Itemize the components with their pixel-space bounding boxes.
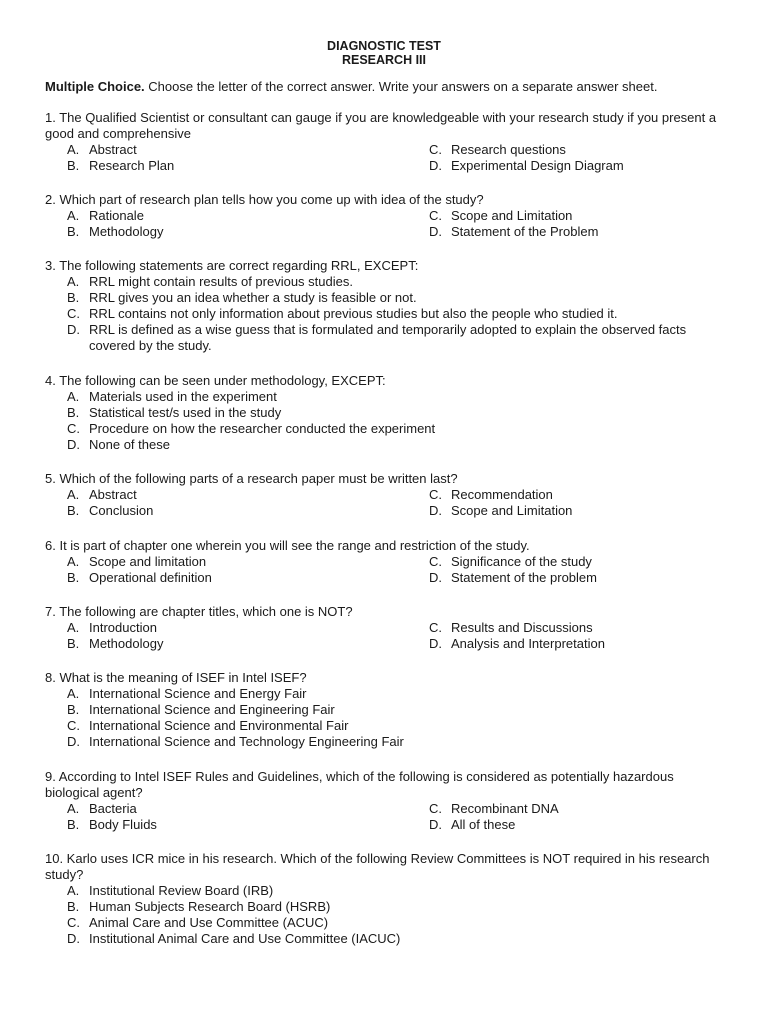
option-letter: D. (429, 570, 442, 585)
option-text: Analysis and Interpretation (451, 636, 605, 651)
option-c (67, 421, 719, 437)
option-c (429, 487, 553, 503)
option-c (67, 306, 719, 322)
instructions-text: Choose the letter of the correct answer. Write your answers on a separate answer sheet. (144, 79, 658, 94)
option-text: Institutional Review Board (IRB) (89, 883, 274, 898)
option-b (67, 570, 212, 586)
option-text: Research Plan (89, 158, 175, 173)
option-a (67, 487, 137, 503)
question-2 (45, 192, 725, 240)
question-text: 8. What is the meaning of ISEF in Intel ISEF? (45, 670, 307, 685)
option-a (67, 389, 719, 405)
question-text: 7. The following are chapter titles, which one is NOT? (45, 604, 353, 619)
question-6 (45, 538, 725, 586)
option-letter: C. (429, 487, 442, 502)
option-text: Bacteria (89, 801, 137, 816)
option-b (67, 636, 163, 652)
option-letter: A. (67, 883, 80, 898)
option-letter: C. (429, 620, 442, 635)
option-letter: A. (67, 389, 80, 404)
option-text: Abstract (89, 142, 137, 157)
option-letter: A. (67, 801, 80, 816)
option-d (429, 224, 598, 240)
question-4 (45, 373, 725, 453)
question-text: 5. Which of the following parts of a research paper must be written last? (45, 471, 458, 486)
option-letter: B. (67, 405, 80, 420)
option-text: Introduction (89, 620, 157, 635)
question-text: 6. It is part of chapter one wherein you will see the range and restriction of the study. (45, 538, 530, 553)
option-c (67, 915, 719, 931)
option-letter: C. (67, 306, 80, 321)
options-grid (45, 620, 725, 652)
option-text: Abstract (89, 487, 137, 502)
option-text: Statement of the Problem (451, 224, 599, 239)
option-a (67, 274, 719, 290)
option-b (67, 405, 719, 421)
option-a (67, 620, 157, 636)
option-letter: D. (429, 224, 442, 239)
option-c (429, 142, 566, 158)
option-letter: D. (67, 322, 80, 337)
option-letter: A. (67, 554, 80, 569)
question-text: 1. The Qualified Scientist or consultant can gauge if you are knowledgeable with your research study if you present a good and comprehensive (45, 110, 717, 141)
options-grid (45, 142, 725, 174)
question-text: 10. Karlo uses ICR mice in his research. Which of the following Review Committees is NOT required in his research study? (45, 851, 710, 882)
option-letter: A. (67, 686, 80, 701)
option-text: International Science and Engineering Fair (89, 702, 335, 717)
option-d (429, 636, 605, 652)
option-text: Methodology (89, 636, 164, 651)
option-d (67, 931, 719, 947)
option-b (67, 817, 157, 833)
option-letter: B. (67, 224, 80, 239)
option-letter: B. (67, 570, 80, 585)
option-text: Procedure on how the researcher conducted the experiment (89, 421, 436, 436)
option-text: RRL contains not only information about previous studies but also the people who studied it. (89, 306, 618, 321)
question-3 (45, 258, 725, 354)
option-text: International Science and Technology Engineering Fair (89, 734, 404, 749)
question-text: 9. According to Intel ISEF Rules and Guidelines, which of the following is considered as potentially hazardous biological agent? (45, 769, 674, 800)
option-letter: D. (67, 437, 80, 452)
option-letter: D. (429, 636, 442, 651)
question-7 (45, 604, 725, 652)
option-b (67, 290, 719, 306)
instructions (45, 79, 735, 95)
option-letter: C. (429, 801, 442, 816)
options-grid (45, 801, 725, 833)
option-a (67, 208, 144, 224)
option-d (429, 570, 597, 586)
option-letter: A. (67, 620, 80, 635)
option-c (67, 718, 719, 734)
option-letter: C. (429, 208, 442, 223)
option-b (67, 702, 719, 718)
option-text: Scope and limitation (89, 554, 207, 569)
page-title: DIAGNOSTIC TEST (327, 39, 441, 53)
question-10 (45, 851, 725, 947)
option-text: Conclusion (89, 503, 154, 518)
option-d (67, 322, 719, 354)
option-text: Scope and Limitation (451, 208, 573, 223)
options-grid (45, 208, 725, 240)
option-a (67, 142, 137, 158)
option-text: International Science and Environmental Fair (89, 718, 349, 733)
option-text: Recommendation (451, 487, 553, 502)
option-d (429, 158, 624, 174)
option-letter: A. (67, 487, 80, 502)
option-b (67, 224, 163, 240)
option-text: Institutional Animal Care and Use Committee (IACUC) (89, 931, 401, 946)
option-letter: D. (429, 158, 442, 173)
option-text: Human Subjects Research Board (HSRB) (89, 899, 331, 914)
option-letter: C. (67, 421, 80, 436)
option-text: Experimental Design Diagram (451, 158, 624, 173)
option-text: Scope and Limitation (451, 503, 573, 518)
question-text: 4. The following can be seen under methodology, EXCEPT: (45, 373, 386, 388)
option-b (67, 899, 719, 915)
question-text: 2. Which part of research plan tells how you come up with idea of the study? (45, 192, 484, 207)
option-d (67, 734, 719, 750)
option-letter: A. (67, 274, 80, 289)
question-9 (45, 769, 725, 833)
option-letter: D. (67, 931, 80, 946)
option-text: International Science and Energy Fair (89, 686, 307, 701)
option-letter: C. (429, 142, 442, 157)
option-text: Animal Care and Use Committee (ACUC) (89, 915, 329, 930)
instructions-label: Multiple Choice. (45, 79, 145, 94)
option-letter: B. (67, 702, 80, 717)
option-c (429, 208, 572, 224)
option-c (429, 801, 559, 817)
question-1 (45, 110, 725, 174)
option-letter: D. (429, 503, 442, 518)
option-text: Operational definition (89, 570, 212, 585)
option-text: Results and Discussions (451, 620, 593, 635)
option-text: Methodology (89, 224, 164, 239)
option-text: Significance of the study (451, 554, 592, 569)
option-letter: B. (67, 158, 80, 173)
option-c (429, 620, 593, 636)
option-letter: D. (429, 817, 442, 832)
option-text: RRL is defined as a wise guess that is formulated and temporarily adopted to explain the observed facts covered by the study. (89, 322, 687, 353)
option-c (429, 554, 592, 570)
option-letter: C. (67, 915, 80, 930)
option-text: RRL might contain results of previous studies. (89, 274, 353, 289)
options-grid (45, 487, 725, 519)
option-letter: C. (429, 554, 442, 569)
option-text: Body Fluids (89, 817, 157, 832)
page-subtitle: RESEARCH III (341, 53, 427, 67)
option-text: Research questions (451, 142, 566, 157)
question-5 (45, 471, 725, 519)
option-b (67, 503, 153, 519)
option-text: RRL gives you an idea whether a study is feasible or not. (89, 290, 417, 305)
option-text: None of these (89, 437, 170, 452)
option-letter: D. (67, 734, 80, 749)
option-letter: B. (67, 817, 80, 832)
option-text: Statistical test/s used in the study (89, 405, 282, 420)
option-d (67, 437, 719, 453)
options-grid (45, 554, 725, 586)
option-text: All of these (451, 817, 516, 832)
option-a (67, 554, 206, 570)
option-letter: B. (67, 503, 80, 518)
option-b (67, 158, 174, 174)
option-d (429, 503, 572, 519)
option-d (429, 817, 515, 833)
option-text: Recombinant DNA (451, 801, 559, 816)
question-8 (45, 670, 725, 750)
option-letter: A. (67, 142, 80, 157)
option-letter: B. (67, 636, 80, 651)
option-text: Materials used in the experiment (89, 389, 277, 404)
option-letter: B. (67, 899, 80, 914)
option-text: Statement of the problem (451, 570, 597, 585)
option-letter: C. (67, 718, 80, 733)
option-letter: B. (67, 290, 80, 305)
option-a (67, 801, 137, 817)
option-text: Rationale (89, 208, 144, 223)
option-a (67, 883, 719, 899)
question-text: 3. The following statements are correct regarding RRL, EXCEPT: (45, 258, 419, 273)
option-a (67, 686, 719, 702)
option-letter: A. (67, 208, 80, 223)
